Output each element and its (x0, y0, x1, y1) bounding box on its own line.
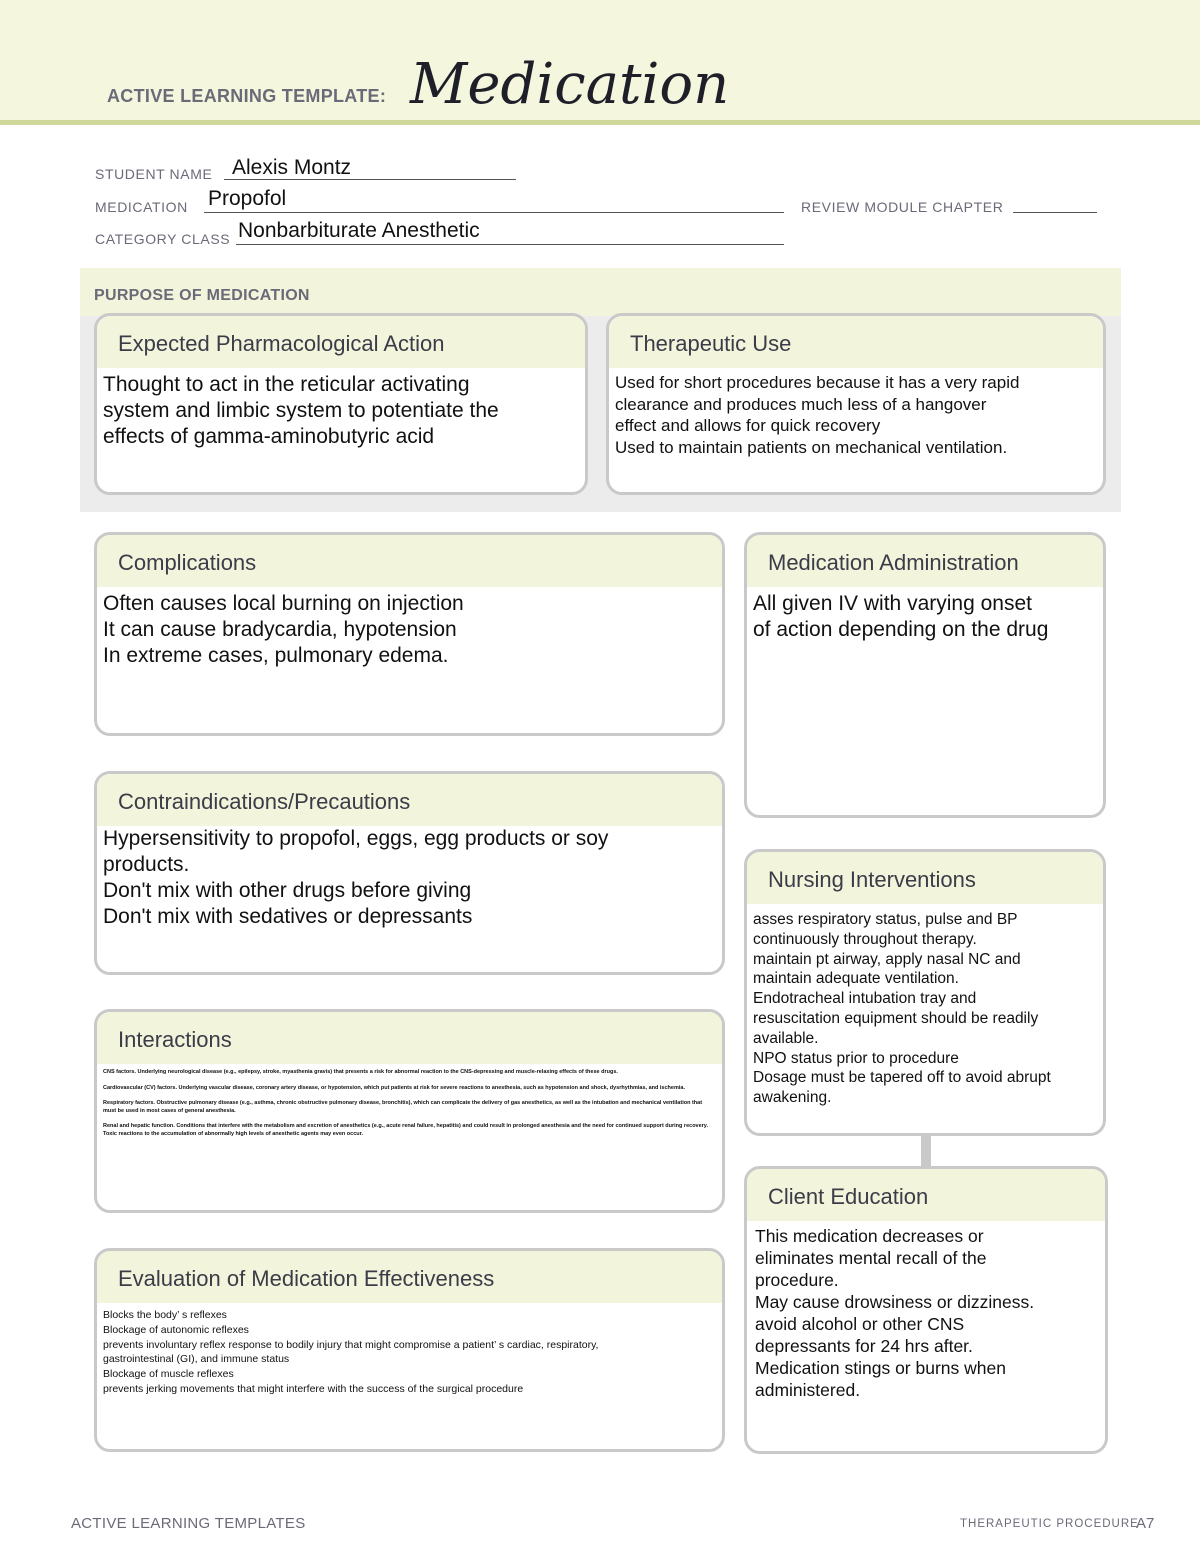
administration-text[interactable]: All given IV with varying onset of action depending on the drug (753, 592, 1049, 641)
purpose-label: PURPOSE OF MEDICATION (94, 287, 310, 304)
therapeutic-use-card (606, 313, 1106, 495)
client-education-card (744, 1166, 1108, 1454)
contraindications-card (94, 771, 725, 975)
client-education-text[interactable]: This medication decreases or eliminates mental recall of the procedure. May cause drowsiness or dizziness. avoid alcohol or other CNS depressants for 24 hrs after. Medication stings or burns when administered. (755, 1226, 1035, 1400)
interactions-paragraph[interactable]: CNS factors. Underlying neurological disease (e.g., epilepsy, stroke, myasthenia gravis) that presents a risk for abnormal reaction to the CNS-depressing and muscle-relaxing effects of these drugs. (103, 1069, 618, 1075)
expected-action-card (94, 313, 588, 495)
category-class-line (236, 244, 784, 245)
category-class-label: CATEGORY CLASS (95, 231, 231, 247)
client-education-title: Client Education (747, 1169, 1105, 1221)
medication-line (204, 212, 784, 213)
complications-card (94, 532, 725, 736)
administration-title: Medication Administration (747, 535, 1103, 587)
review-module-line (1013, 212, 1097, 213)
nursing-interventions-title: Nursing Interventions (747, 852, 1103, 904)
card-connector (921, 1134, 931, 1166)
nursing-interventions-card (744, 849, 1106, 1136)
contraindications-title: Contraindications/Precautions (97, 774, 722, 826)
interactions-paragraph[interactable]: Respiratory factors. Obstructive pulmonary disease (e.g., asthma, chronic obstructive pulmonary disease, bronchitis), which can complicate the delivery of gas anesthetics, as well as the intubation and mechanical ventilation that must be used in most cases of general anesthesia. (103, 1100, 703, 1114)
therapeutic-use-title: Therapeutic Use (609, 316, 1103, 368)
medication-field[interactable]: Propofol (208, 187, 287, 210)
page-title: Medication (410, 52, 730, 117)
template-label: ACTIVE LEARNING TEMPLATE: (107, 86, 387, 106)
page-number: A7 (1136, 1515, 1155, 1532)
footer-left: ACTIVE LEARNING TEMPLATES (71, 1515, 306, 1532)
footer-right: THERAPEUTIC PROCEDURE (960, 1518, 1139, 1530)
complications-title: Complications (97, 535, 722, 587)
interactions-paragraph[interactable]: Renal and hepatic function. Conditions that interfere with the metabolism and excretion of anesthetics (e.g., acute renal failure, hepatitis) and could result in prolonged anesthesia and the need for continued support during recovery. Toxic reactions to the accumulation of abnormally high levels of anesthetic agents may even occur. (103, 1123, 708, 1137)
student-name-label: STUDENT NAME (95, 166, 213, 182)
evaluation-text[interactable]: Blocks the body’ s reflexes Blockage of autonomic reflexes prevents involuntary reflex response to bodily injury that might compromise a patient’ s cardiac, respiratory, gastrointestinal (GI), and immune status Blockage of muscle reflexes prevents jerking movements that might interfere with the success of the surgical procedure (103, 1309, 599, 1395)
header-divider (0, 120, 1200, 125)
nursing-interventions-text[interactable]: asses respiratory status, pulse and BP continuously throughout therapy. maintain pt airway, apply nasal NC and maintain adequate ventilation. Endotracheal intubation tray and resuscitation equipment should be readily available. NPO status prior to procedure Dosage must be tapered off to avoid abrupt awakening. (753, 911, 1051, 1107)
administration-card (744, 532, 1106, 818)
expected-action-text[interactable]: Thought to act in the reticular activating system and limbic system to potentiate the effects of gamma-aminobutyric acid (103, 373, 499, 448)
interactions-paragraph[interactable]: Cardiovascular (CV) factors. Underlying vascular disease, coronary artery disease, or hypotension, which put patients at risk for severe reactions to anesthesia, such as hypotension and shock, dysrhythmias, and ischemia. (103, 1084, 685, 1091)
evaluation-card (94, 1248, 725, 1452)
interactions-card (94, 1009, 725, 1213)
therapeutic-use-text[interactable]: Used for short procedures because it has a very rapid clearance and produces much less of a hangover effect and allows for quick recovery Used to maintain patients on mechanical ventilation. (615, 373, 1020, 457)
contraindications-text[interactable]: Hypersensitivity to propofol, eggs, egg products or soy products. Don't mix with other drugs before giving Don't mix with sedatives or depressants (103, 827, 609, 928)
evaluation-title: Evaluation of Medication Effectiveness (97, 1251, 722, 1303)
review-module-label: REVIEW MODULE CHAPTER (801, 199, 1004, 215)
student-name-field[interactable]: Alexis Montz (232, 156, 352, 179)
category-class-field[interactable]: Nonbarbiturate Anesthetic (238, 219, 480, 242)
interactions-title: Interactions (97, 1012, 722, 1064)
complications-text[interactable]: Often causes local burning on injection It can cause bradycardia, hypotension In extreme cases, pulmonary edema. (103, 592, 464, 667)
expected-action-title: Expected Pharmacological Action (97, 316, 585, 368)
medication-label: MEDICATION (95, 199, 188, 215)
